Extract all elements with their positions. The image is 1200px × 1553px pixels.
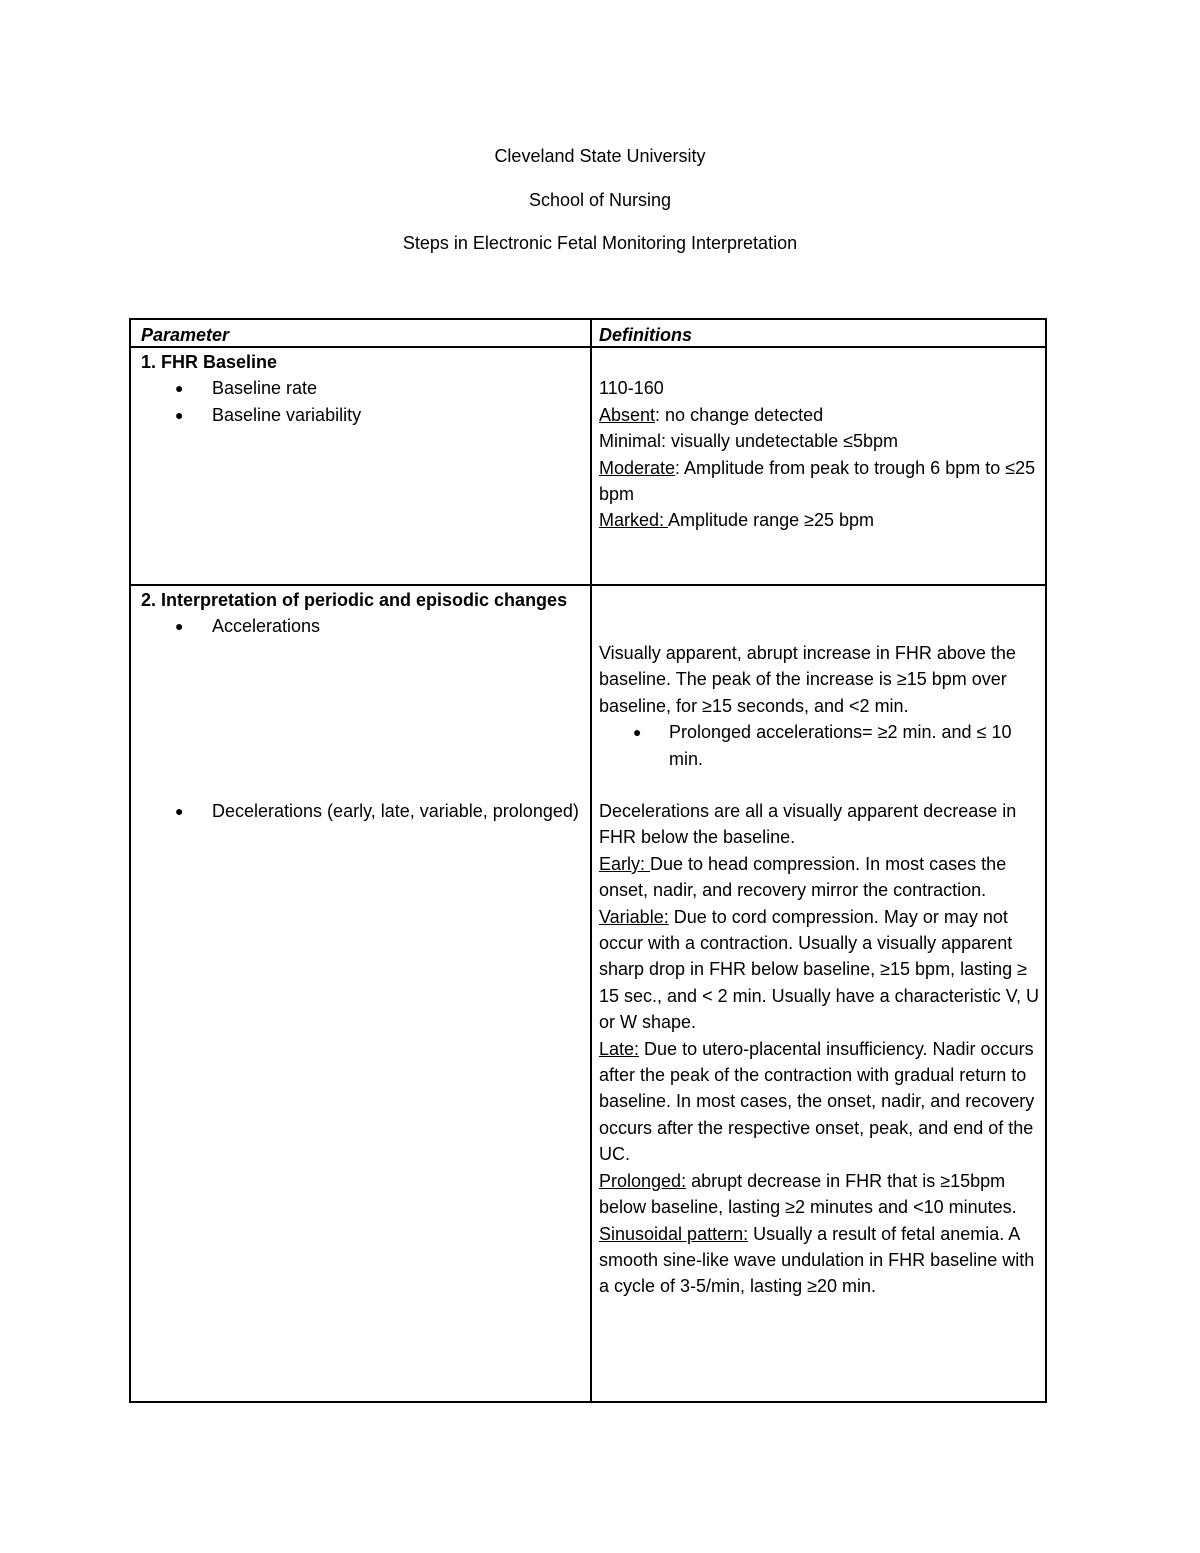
moderate-definition: Moderate: Amplitude from peak to trough 6 bpm to ≤25 bpm [599, 457, 1036, 505]
baseline-rate-value: 110-160 [599, 378, 664, 399]
decelerations-definition [599, 798, 1041, 1300]
column-header-definitions: Definitions [599, 325, 692, 345]
row2-heading: 2. Interpretation of periodic and episodic changes [141, 590, 568, 610]
bullet-decelerations [141, 798, 581, 824]
bullet-label: Baseline variability [212, 404, 362, 425]
column-divider [590, 320, 592, 1401]
bullet-baseline-variability [141, 402, 581, 428]
bullet-icon: ● [633, 724, 642, 741]
early-definition: Early: Due to head compression. In most cases the onset, nadir, and recovery mirror the contraction. [599, 853, 1007, 901]
absent-definition: Absent: no change detected [599, 404, 824, 425]
bullet-baseline-rate [141, 375, 581, 401]
efm-table [129, 318, 1047, 1403]
row1-parameter-cell [141, 349, 581, 428]
bullet-label: Baseline rate [212, 378, 318, 399]
late-definition: Late: Due to utero-placental insufficiency. Nadir occurs after the peak of the contraction with gradual return to baseline. In most cases, the onset, nadir, and recovery occurs after the respective onset, peak, and end of the UC. [599, 1038, 1035, 1165]
variable-definition: Variable: Due to cord compression. May or may not occur with a contraction. Usually a visually apparent sharp drop in FHR below baseline, ≥15 bpm, lasting ≥ 15 sec., and < 2 min. Usually have a characteristic V, U or W shape. [599, 906, 1040, 1033]
document-title: Steps in Electronic Fetal Monitoring Interpretation [402, 233, 798, 253]
row1-divider [131, 584, 1045, 586]
bullet-accelerations [141, 613, 581, 639]
bullet-label: Decelerations (early, late, variable, prolonged) [212, 801, 579, 821]
bullet-icon: ● [175, 406, 184, 423]
row1-definition-cell [599, 375, 1041, 533]
university-name: Cleveland State University [494, 146, 706, 166]
prolonged-accelerations-bullet [599, 719, 1041, 772]
column-header-parameter: Parameter [141, 325, 230, 345]
decelerations-intro: Decelerations are all a visually apparent decrease in FHR below the baseline. [599, 801, 1017, 848]
accelerations-text: Visually apparent, abrupt increase in FHR above the baseline. The peak of the increase is ≥15 bpm over baseline, for ≥15 seconds, and <2 min. [599, 643, 1016, 716]
marked-definition: Marked: Amplitude range ≥25 bpm [599, 510, 875, 531]
bullet-label: Accelerations [212, 616, 321, 637]
bullet-icon: ● [175, 618, 184, 635]
bullet-label: Prolonged accelerations= ≥2 min. and ≤ 10 min. [669, 722, 1012, 769]
sinusoidal-definition: Sinusoidal pattern: Usually a result of fetal anemia. A smooth sine-like wave undulation in FHR baseline with a cycle of 3-5/min, lasting ≥20 min. [599, 1223, 1035, 1297]
accelerations-definition [599, 640, 1041, 772]
row2-decelerations-param [141, 798, 581, 824]
row1-heading: 1. FHR Baseline [141, 352, 278, 372]
row2-parameter-cell [141, 587, 581, 640]
bullet-icon: ● [175, 803, 184, 819]
school-name: School of Nursing [528, 190, 672, 210]
bullet-icon: ● [175, 380, 184, 397]
minimal-definition: Minimal: visually undetectable ≤5bpm [599, 431, 899, 452]
prolonged-definition: Prolonged: abrupt decrease in FHR that is ≥15bpm below baseline, lasting ≥2 minutes and <10 minutes. [599, 1170, 1017, 1218]
